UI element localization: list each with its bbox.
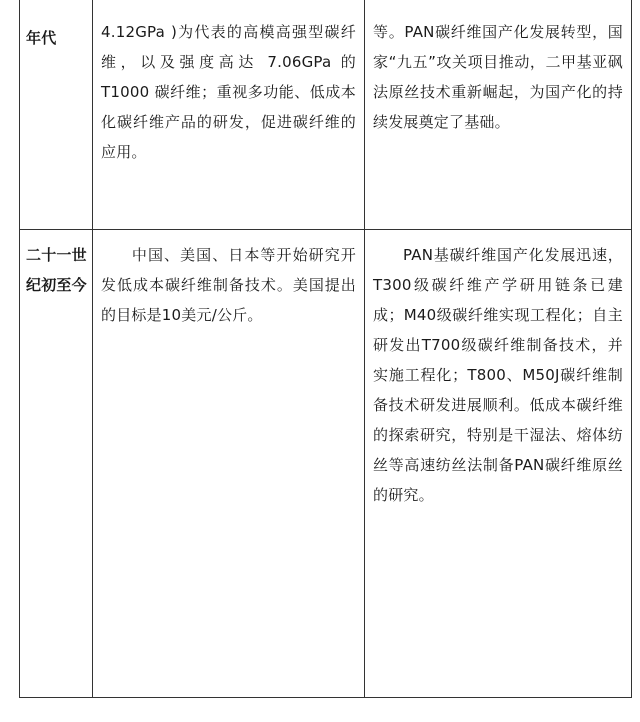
china-text: PAN基碳纤维国产化发展迅速，T300级碳纤维产学研用链条已建成；M40级碳纤维实现工程化；自主研发出T700级碳纤维制备技术，并实施工程化；T800、M50J碳纤维制备技术研发进展顺利。低成本碳纤维的探索研究，特别是干湿法、熔体纺丝等高速纺丝法制备PAN碳纤维原丝的研究。 bbox=[373, 246, 623, 504]
china-cell bbox=[365, 230, 632, 698]
era-cell bbox=[20, 230, 93, 698]
table-row bbox=[20, 0, 632, 230]
international-text: 中国、美国、日本等开始研究开发低成本碳纤维制备技术。美国提出的目标是10美元/公斤。 bbox=[101, 246, 356, 324]
table-row bbox=[20, 230, 632, 698]
era-cell bbox=[20, 0, 93, 230]
international-text: 4.12GPa )为代表的高模高强型碳纤维，以及强度高达 7.06GPa 的T1000 碳纤维；重视多功能、低成本化碳纤维产品的研发，促进碳纤维的应用。 bbox=[101, 23, 356, 161]
china-cell bbox=[365, 0, 632, 230]
china-text: 等。PAN碳纤维国产化发展转型，国家“九五”攻关项目推动，二甲基亚砜法原丝技术重新崛起，为国产化的持续发展奠定了基础。 bbox=[373, 23, 623, 131]
international-cell bbox=[93, 230, 365, 698]
international-cell bbox=[93, 0, 365, 230]
carbon-fiber-history-table bbox=[19, 0, 632, 698]
era-label: 二十一世纪初至今 bbox=[26, 246, 87, 294]
era-label: 年代 bbox=[26, 29, 57, 47]
